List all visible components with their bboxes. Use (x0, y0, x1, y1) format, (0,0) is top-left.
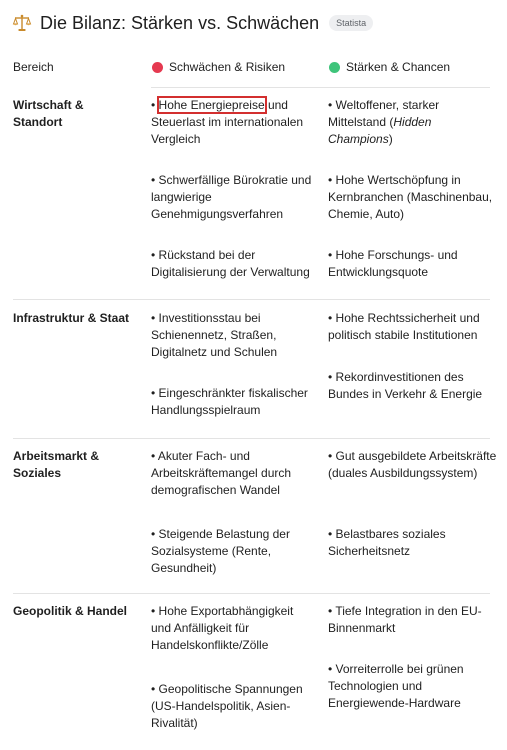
item-text: ) (388, 132, 393, 146)
green-dot-icon (329, 62, 340, 73)
weakness-item: • Eingeschränkter fiskalischer Handlungsspielraum (151, 386, 308, 417)
item-text: und Steuerlast im internationalen Vergleich (151, 98, 304, 146)
strength-item: • Hohe Rechtssicherheit und politisch stabile Institutionen (328, 311, 480, 342)
title-row (0, 0, 507, 38)
area-label: Wirtschaft & Standort (13, 98, 84, 129)
strength-item: • Rekordinvestitionen des Bundes in Verkehr & Energie (328, 370, 483, 401)
emphasized-text: Hidden Champions (328, 115, 432, 146)
row-divider (13, 299, 490, 300)
area-label: Geopolitik & Handel (13, 604, 128, 618)
strength-item: • Gut ausgebildete Arbeitskräfte (duales Ausbildungssystem) (328, 449, 497, 480)
column-header-strong-label: Stärken & Chancen (346, 60, 451, 74)
table-header (0, 60, 507, 82)
highlighted-text: Hohe Energiepreise (158, 98, 265, 112)
column-header-weak (152, 60, 285, 74)
area-label: Arbeitsmarkt & Soziales (13, 449, 100, 480)
column-header-weak-label: Schwächen & Risiken (169, 60, 286, 74)
page-title: Die Bilanz: Stärken vs. Schwächen (40, 12, 320, 33)
balance-scale-icon (12, 13, 32, 33)
strength-item: • Belastbares soziales Sicherheitsnetz (328, 527, 446, 558)
weakness-item: • Rückstand bei der Digitalisierung der Verwaltung (151, 248, 310, 279)
item-text: • Weltoffener, starker Mittelstand ( (328, 98, 440, 129)
column-header-area: Bereich (13, 60, 54, 74)
red-dot-icon (152, 62, 163, 73)
item-text: • (151, 98, 159, 112)
weakness-item: • Geopolitische Spannungen (US-Handelspolitik, Asien-Rivalität) (151, 682, 303, 730)
source-badge[interactable]: Statista (329, 15, 373, 31)
row-divider (13, 438, 490, 439)
weakness-item: • Investitionsstau bei Schienennetz, Straßen, Digitalnetz und Schulen (151, 311, 278, 359)
strength-item: • Hohe Wertschöpfung in Kernbranchen (Maschinenbau, Chemie, Auto) (328, 173, 493, 221)
strength-item: • Tiefe Integration in den EU-Binnenmarkt (328, 604, 482, 635)
strength-item: • Hohe Forschungs- und Entwicklungsquote (328, 248, 458, 279)
weakness-item: • Hohe Exportabhängigkeit und Anfälligkeit für Handelskonflikte/Zölle (151, 604, 294, 652)
row-divider (13, 593, 490, 594)
header-divider (151, 87, 490, 88)
weakness-item: • Schwerfällige Bürokratie und langwierige Genehmigungsverfahren (151, 173, 312, 221)
weakness-item (151, 97, 316, 148)
area-label: Infrastruktur & Staat (13, 311, 130, 325)
strength-item: • Vorreiterrolle bei grünen Technologien und Energiewende-Hardware (328, 662, 464, 710)
strength-item (328, 97, 498, 148)
column-header-strong (329, 60, 450, 74)
weakness-item: • Akuter Fach- und Arbeitskräftemangel durch demografischen Wandel (151, 449, 292, 497)
weakness-item: • Steigende Belastung der Sozialsysteme (Rente, Gesundheit) (151, 527, 290, 575)
